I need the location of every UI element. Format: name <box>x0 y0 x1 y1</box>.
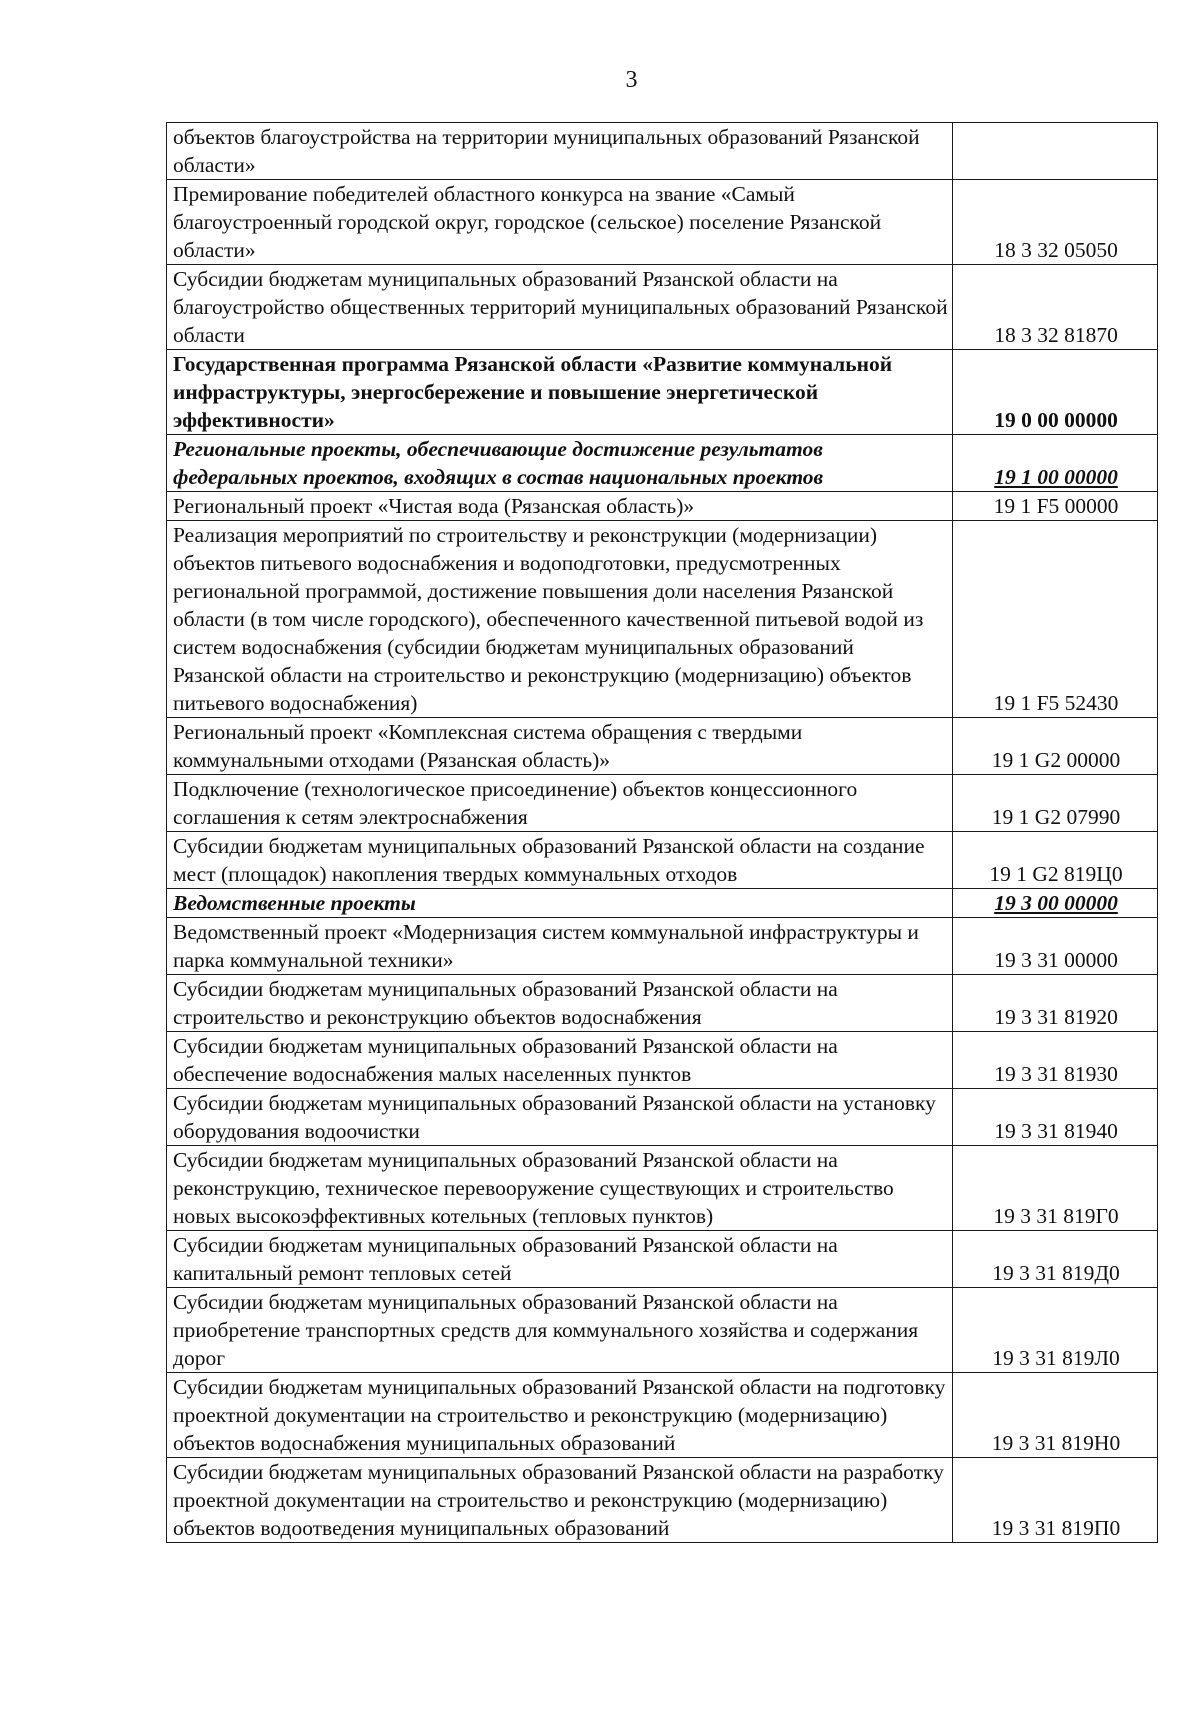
row-code: 19 3 00 00000 <box>953 889 1158 918</box>
row-code: 19 1 G2 07990 <box>953 775 1158 832</box>
row-code: 19 1 G2 00000 <box>953 718 1158 775</box>
row-code <box>953 123 1158 180</box>
table-row-section <box>167 435 1158 492</box>
table-row <box>167 1373 1158 1458</box>
table-row <box>167 180 1158 265</box>
row-code: 18 3 32 05050 <box>953 180 1158 265</box>
row-description: Субсидии бюджетам муниципальных образований Рязанской области на установку оборудования водоочистки <box>167 1089 953 1146</box>
page-number: 3 <box>625 67 638 93</box>
row-description: Региональный проект «Комплексная система обращения с твердыми коммунальными отходами (Рязанская область)» <box>167 718 953 775</box>
table-row <box>167 1288 1158 1373</box>
row-code: 19 3 31 819Н0 <box>953 1373 1158 1458</box>
row-code: 19 1 F5 00000 <box>953 492 1158 521</box>
row-code: 19 1 G2 819Ц0 <box>953 832 1158 889</box>
row-code: 19 1 00 00000 <box>953 435 1158 492</box>
table-row-program <box>167 350 1158 435</box>
row-code: 19 1 F5 52430 <box>953 521 1158 718</box>
table-row <box>167 265 1158 350</box>
row-code: 19 3 31 819Д0 <box>953 1231 1158 1288</box>
table-row <box>167 123 1158 180</box>
row-description: Субсидии бюджетам муниципальных образований Рязанской области на строительство и реконструкцию объектов водоснабжения <box>167 975 953 1032</box>
table-row <box>167 1032 1158 1089</box>
row-description: Субсидии бюджетам муниципальных образований Рязанской области на подготовку проектной документации на строительство и реконструкцию (модернизацию) объектов водоснабжения муниципальных образований <box>167 1373 953 1458</box>
table-row <box>167 832 1158 889</box>
table-row <box>167 718 1158 775</box>
row-description: Субсидии бюджетам муниципальных образований Рязанской области на благоустройство общественных территорий муниципальных образований Рязанской области <box>167 265 953 350</box>
row-description: Государственная программа Рязанской области «Развитие коммунальной инфраструктуры, энергосбережение и повышение энергетической эффективности» <box>167 350 953 435</box>
row-description: Ведомственный проект «Модернизация систем коммунальной инфраструктуры и парка коммунальной техники» <box>167 918 953 975</box>
row-code: 19 3 31 81930 <box>953 1032 1158 1089</box>
budget-classification-table <box>166 122 1158 1543</box>
row-code: 19 3 31 81920 <box>953 975 1158 1032</box>
table-row <box>167 1089 1158 1146</box>
table-row <box>167 1458 1158 1543</box>
row-description: Региональные проекты, обеспечивающие достижение результатов федеральных проектов, входящих в состав национальных проектов <box>167 435 953 492</box>
table-row <box>167 492 1158 521</box>
row-description: Ведомственные проекты <box>167 889 953 918</box>
row-description: Региональный проект «Чистая вода (Рязанская область)» <box>167 492 953 521</box>
row-code: 19 3 31 00000 <box>953 918 1158 975</box>
row-code: 19 3 31 819Л0 <box>953 1288 1158 1373</box>
row-description: объектов благоустройства на территории муниципальных образований Рязанской области» <box>167 123 953 180</box>
table-row <box>167 975 1158 1032</box>
table-row <box>167 918 1158 975</box>
table-row <box>167 521 1158 718</box>
table-row <box>167 1146 1158 1231</box>
row-description: Субсидии бюджетам муниципальных образований Рязанской области на приобретение транспортных средств для коммунального хозяйства и содержания дорог <box>167 1288 953 1373</box>
row-description: Субсидии бюджетам муниципальных образований Рязанской области на обеспечение водоснабжения малых населенных пунктов <box>167 1032 953 1089</box>
table-row <box>167 775 1158 832</box>
table-row <box>167 1231 1158 1288</box>
row-description: Субсидии бюджетам муниципальных образований Рязанской области на создание мест (площадок) накопления твердых коммунальных отходов <box>167 832 953 889</box>
row-code: 19 3 31 81940 <box>953 1089 1158 1146</box>
row-description: Субсидии бюджетам муниципальных образований Рязанской области на капитальный ремонт тепловых сетей <box>167 1231 953 1288</box>
row-description: Субсидии бюджетам муниципальных образований Рязанской области на реконструкцию, техническое перевооружение существующих и строительство новых высокоэффективных котельных (тепловых пунктов) <box>167 1146 953 1231</box>
row-description: Премирование победителей областного конкурса на звание «Самый благоустроенный городской округ, городское (сельское) поселение Рязанской области» <box>167 180 953 265</box>
row-code: 19 0 00 00000 <box>953 350 1158 435</box>
row-description: Субсидии бюджетам муниципальных образований Рязанской области на разработку проектной документации на строительство и реконструкцию (модернизацию) объектов водоотведения муниципальных образований <box>167 1458 953 1543</box>
table-row-section <box>167 889 1158 918</box>
row-description: Подключение (технологическое присоединение) объектов концессионного соглашения к сетям электроснабжения <box>167 775 953 832</box>
row-code: 19 3 31 819П0 <box>953 1458 1158 1543</box>
row-code: 19 3 31 819Г0 <box>953 1146 1158 1231</box>
row-code: 18 3 32 81870 <box>953 265 1158 350</box>
row-description: Реализация мероприятий по строительству и реконструкции (модернизации) объектов питьевого водоснабжения и водоподготовки, предусмотренных региональной программой, достижение повышения доли населения Рязанской области (в том числе городского), обеспеченного качественной питьевой водой из систем водоснабжения (субсидии бюджетам муниципальных образований Рязанской области на строительство и реконструкцию (модернизацию) объектов питьевого водоснабжения) <box>167 521 953 718</box>
